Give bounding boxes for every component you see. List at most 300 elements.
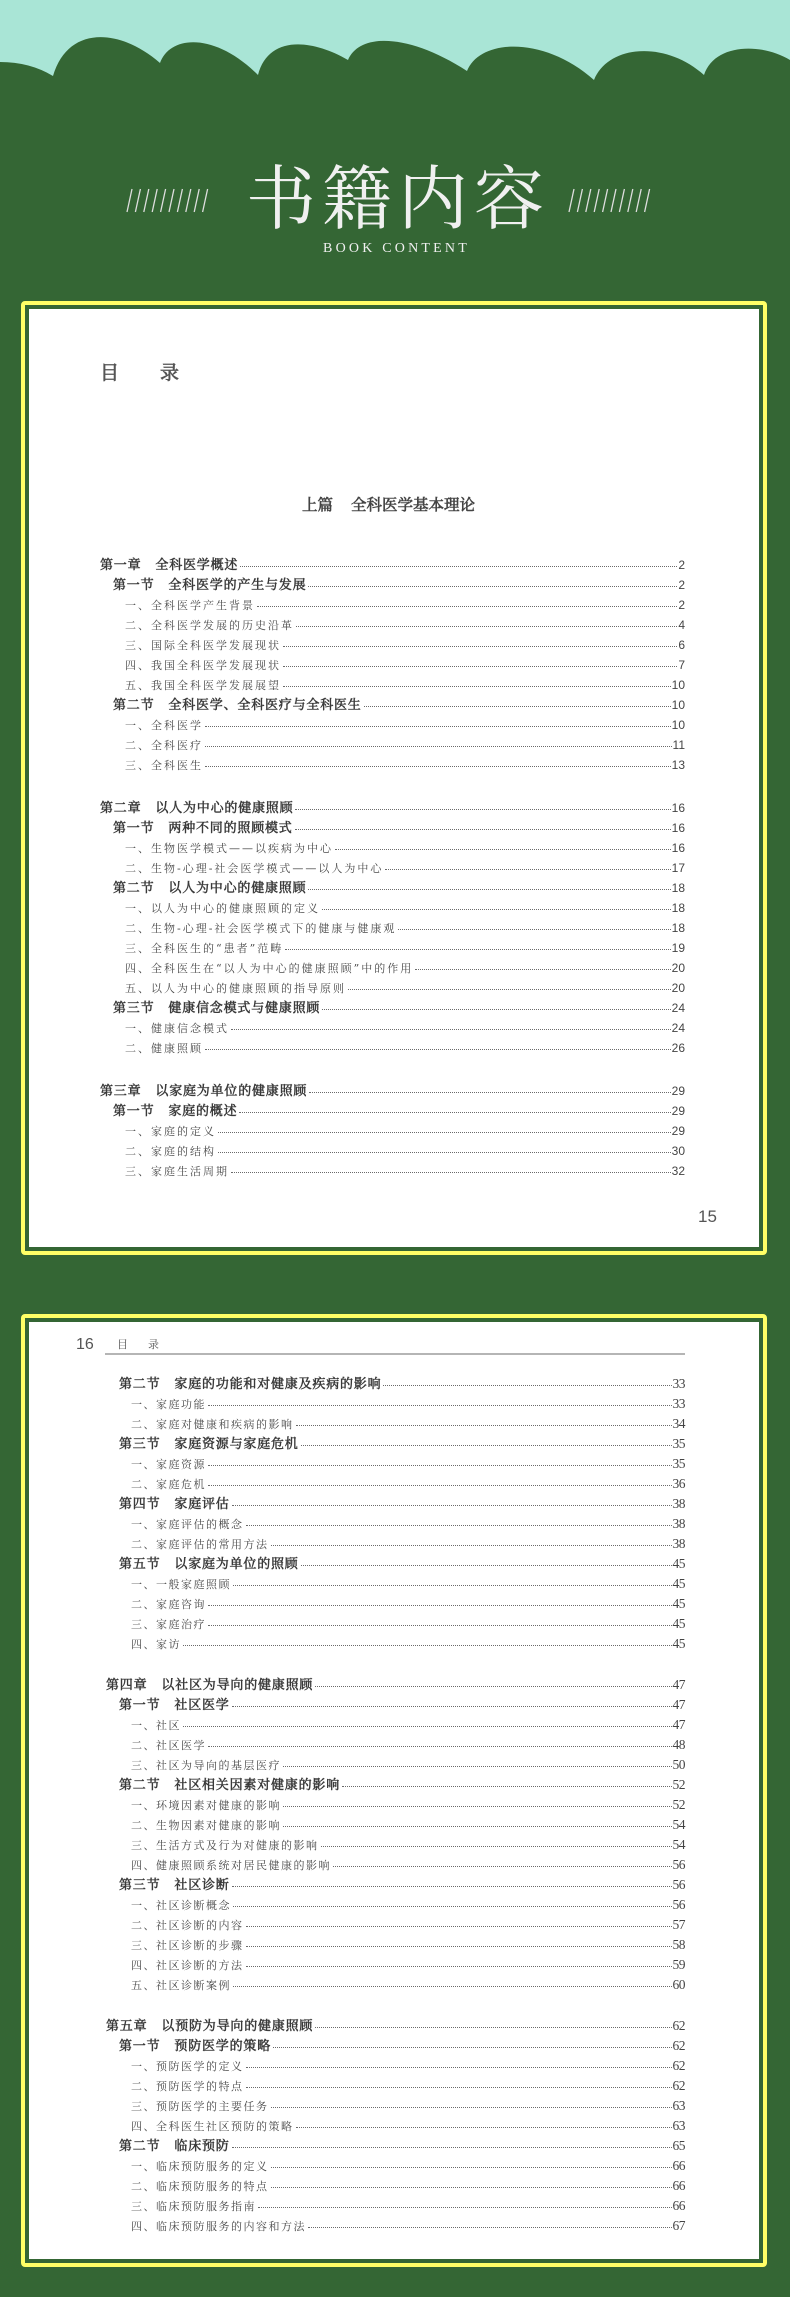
toc-entry-item: [106, 2196, 685, 2216]
entry-title: 全科医生社区预防的策略: [156, 2120, 294, 2133]
entry-title: 家庭对健康和疾病的影响: [156, 1418, 294, 1431]
entry-label: [125, 859, 383, 879]
entry-number: 四、: [125, 659, 151, 672]
entry-number: 三、: [125, 759, 151, 772]
dot-leader: [271, 1545, 672, 1546]
entry-label: [131, 2097, 269, 2117]
entry-label: [131, 1575, 231, 1595]
entry-page-number: 10: [671, 678, 685, 692]
entry-title: 家庭资源: [156, 1458, 206, 1471]
toc-entry-item: [100, 918, 685, 938]
entry-page-number: 52: [672, 1797, 685, 1812]
entry-number: 二、: [125, 619, 151, 632]
toc-entry-section: [106, 1695, 685, 1715]
entry-label: [131, 1916, 244, 1936]
entry-title: 社区为导向的基层医疗: [156, 1759, 281, 1772]
entry-label: [100, 1082, 307, 1102]
entry-title: 全科医学概述: [155, 558, 239, 573]
entry-number: 第二节: [119, 1377, 161, 1392]
toc-entry-item: [100, 675, 685, 695]
entry-title: 一般家庭照顾: [156, 1578, 231, 1591]
entry-title: 全科医生的“患者”范畴: [151, 942, 284, 955]
entry-page-number: 19: [671, 941, 685, 955]
entry-page-number: 29: [671, 1104, 685, 1118]
entry-page-number: 36: [672, 1476, 685, 1491]
entry-number: 一、: [125, 1022, 151, 1035]
dot-leader: [232, 2147, 672, 2148]
entry-title: 我国全科医学发展现状: [151, 659, 281, 672]
entry-label: [125, 716, 203, 736]
entry-page-number: 45: [672, 1556, 685, 1571]
entry-page-number: 63: [672, 2098, 685, 2113]
entry-page-number: 63: [672, 2118, 685, 2133]
toc-entry-section: [106, 1775, 685, 1795]
entry-number: 三、: [131, 1839, 156, 1852]
entry-number: 三、: [131, 1939, 156, 1952]
entry-title: 两种不同的照顾模式: [168, 821, 293, 836]
entry-page-number: 7: [678, 658, 685, 672]
entry-number: 第三节: [113, 1001, 155, 1016]
entry-label: [119, 1776, 340, 1796]
dot-leader: [283, 1826, 672, 1827]
dot-leader: [285, 949, 670, 950]
dot-leader: [246, 2067, 672, 2068]
entry-page-number: 57: [672, 1917, 685, 1932]
dot-leader: [315, 2027, 671, 2028]
entry-number: 第一节: [113, 1104, 155, 1119]
entry-number: 一、: [131, 1719, 156, 1732]
running-header-title-char-2: 录: [148, 1338, 159, 1351]
entry-title: 社区诊断的内容: [156, 1919, 244, 1932]
dot-leader: [364, 706, 671, 707]
entry-page-number: 20: [671, 961, 685, 975]
entry-title: 生物医学模式——以疾病为中心: [151, 842, 333, 855]
entry-number: 第一节: [113, 578, 155, 593]
toc-entry-item: [106, 1514, 685, 1534]
running-header-page-number: 16: [76, 1336, 94, 1353]
entry-number: 三、: [125, 1165, 151, 1178]
entry-number: 第三章: [100, 1084, 142, 1099]
entry-title: 社区相关因素对健康的影响: [174, 1778, 341, 1793]
toc-entry-item: [106, 1715, 685, 1735]
entry-number: 一、: [131, 2160, 156, 2173]
entry-page-number: 56: [672, 1857, 685, 1872]
entry-number: 第四节: [119, 1497, 161, 1512]
entry-label: [131, 2057, 244, 2077]
entry-title: 我国全科医学发展展望: [151, 679, 281, 692]
entry-number: 二、: [125, 1145, 151, 1158]
entry-page-number: 18: [671, 921, 685, 935]
entry-label: [131, 1515, 244, 1535]
entry-label: [125, 899, 320, 919]
toc-list-page-2: [106, 1374, 685, 2236]
entry-title: 以社区为导向的健康照顾: [161, 1678, 314, 1693]
entry-title: 家庭功能: [156, 1398, 206, 1411]
toc-entry-item: [106, 1975, 685, 1995]
entry-number: 二、: [125, 1042, 151, 1055]
dot-leader: [205, 726, 671, 727]
entry-title: 社区: [156, 1719, 181, 1732]
entry-page-number: 66: [672, 2158, 685, 2173]
toc-entry-item: [100, 595, 685, 615]
dot-leader: [321, 1846, 672, 1847]
toc-heading-char-2: 录: [160, 362, 180, 384]
entry-number: 三、: [131, 2100, 156, 2113]
entry-number: 第一章: [100, 558, 142, 573]
entry-number: 四、: [131, 1638, 156, 1651]
entry-title: 社区医学: [174, 1698, 230, 1713]
entry-page-number: 10: [671, 698, 685, 712]
entry-number: 四、: [125, 962, 151, 975]
entry-title: 家庭治疗: [156, 1618, 206, 1631]
entry-label: [125, 756, 203, 776]
toc-entry-section: [100, 818, 685, 838]
dot-leader: [183, 1726, 672, 1727]
entry-number: 四、: [131, 2220, 156, 2233]
part-prefix: 上篇: [302, 496, 334, 514]
entry-page-number: 6: [678, 638, 685, 652]
entry-label: [125, 979, 346, 999]
entry-page-number: 11: [672, 738, 685, 752]
entry-page-number: 18: [671, 901, 685, 915]
entry-number: 一、: [125, 842, 151, 855]
entry-title: 全科医疗: [151, 739, 203, 752]
entry-title: 全科医学发展的历史沿革: [151, 619, 294, 632]
entry-page-number: 38: [672, 1516, 685, 1531]
entry-number: 三、: [131, 1618, 156, 1631]
dot-leader: [257, 606, 677, 607]
entry-page-number: 2: [678, 558, 685, 572]
entry-label: [119, 1375, 381, 1395]
entry-title: 生物因素对健康的影响: [156, 1819, 281, 1832]
entry-label: [113, 999, 320, 1019]
entry-page-number: 34: [672, 1416, 685, 1431]
toc-entry-item: [106, 2116, 685, 2136]
entry-label: [131, 1615, 206, 1635]
toc-entry-item: [106, 1855, 685, 1875]
toc-list-page-1: [100, 555, 685, 1181]
entry-label: [125, 596, 255, 616]
entry-number: 第二节: [113, 698, 155, 713]
dot-leader: [231, 1172, 671, 1173]
entry-number: 三、: [125, 942, 151, 955]
entry-number: 二、: [131, 1739, 156, 1752]
entry-label: [113, 819, 293, 839]
toc-entry-chapter: [106, 1675, 685, 1695]
entry-title: 家庭评估的常用方法: [156, 1538, 269, 1551]
toc-entry-item: [100, 615, 685, 635]
entry-title: 全科医生在“以人为中心的健康照顾”中的作用: [151, 962, 414, 975]
entry-label: [131, 2177, 269, 2197]
running-header-rule: [105, 1353, 685, 1355]
entry-title: 预防医学的策略: [174, 2039, 272, 2054]
dot-leader: [322, 1009, 670, 1010]
entry-page-number: 16: [671, 821, 685, 835]
entry-label: [125, 676, 281, 696]
toc-entry-item: [100, 635, 685, 655]
toc-group: [100, 798, 685, 1058]
entry-number: 三、: [131, 1759, 156, 1772]
toc-entry-item: [106, 1594, 685, 1614]
dot-leader: [296, 626, 677, 627]
entry-label: [131, 2117, 294, 2137]
running-header-title-char-1: 目: [117, 1338, 128, 1351]
entry-number: 第二节: [113, 881, 155, 896]
entry-title: 环境因素对健康的影响: [156, 1799, 281, 1812]
dot-leader: [333, 1866, 672, 1867]
dot-leader: [246, 1525, 672, 1526]
entry-title: 以人为中心的健康照顾: [168, 881, 307, 896]
entry-page-number: 35: [672, 1456, 685, 1471]
entry-number: 一、: [125, 902, 151, 915]
entry-label: [113, 1102, 237, 1122]
entry-title: 健康信念模式: [151, 1022, 229, 1035]
entry-page-number: 62: [672, 2018, 685, 2033]
entry-page-number: 47: [672, 1697, 685, 1712]
entry-title: 家庭的功能和对健康及疾病的影响: [174, 1377, 382, 1392]
entry-label: [125, 959, 413, 979]
entry-label: [131, 2157, 269, 2177]
entry-label: [119, 2037, 271, 2057]
toc-entry-item: [106, 1534, 685, 1554]
toc-entry-item: [100, 1141, 685, 1161]
toc-entry-item: [106, 2076, 685, 2096]
entry-page-number: 10: [671, 718, 685, 732]
entry-label: [131, 1936, 244, 1956]
entry-title: 健康照顾系统对居民健康的影响: [156, 1859, 331, 1872]
entry-title: 社区诊断: [174, 1878, 230, 1893]
entry-label: [131, 1415, 294, 1435]
entry-label: [131, 1395, 206, 1415]
entry-number: 二、: [131, 2080, 156, 2093]
entry-number: 二、: [131, 1598, 156, 1611]
dot-leader: [308, 889, 670, 890]
entry-title: 社区诊断的步骤: [156, 1939, 244, 1952]
entry-page-number: 67: [672, 2218, 685, 2233]
dot-leader: [205, 746, 672, 747]
entry-label: [113, 576, 306, 596]
entry-label: [119, 1435, 299, 1455]
toc-entry-section: [100, 878, 685, 898]
entry-page-number: 54: [672, 1837, 685, 1852]
entry-page-number: 24: [671, 1001, 685, 1015]
entry-label: [125, 1162, 229, 1182]
entry-number: 二、: [125, 922, 151, 935]
entry-title: 临床预防服务的定义: [156, 2160, 269, 2173]
toc-entry-item: [106, 1815, 685, 1835]
entry-number: 二、: [131, 1919, 156, 1932]
entry-label: [125, 919, 396, 939]
entry-label: [106, 2017, 313, 2037]
entry-page-number: 45: [672, 1576, 685, 1591]
entry-title: 临床预防: [174, 2139, 230, 2154]
dot-leader: [342, 1786, 671, 1787]
entry-page-number: 20: [671, 981, 685, 995]
entry-title: 以家庭为单位的照顾: [174, 1557, 299, 1572]
entry-label: [125, 736, 203, 756]
entry-title: 健康信念模式与健康照顾: [168, 1001, 321, 1016]
dot-leader: [322, 909, 671, 910]
entry-page-number: 62: [672, 2078, 685, 2093]
entry-label: [125, 1122, 216, 1142]
toc-entry-item: [100, 1161, 685, 1181]
dot-leader: [246, 1966, 672, 1967]
entry-label: [131, 1475, 206, 1495]
entry-label: [125, 636, 281, 656]
dot-leader: [246, 1926, 672, 1927]
entry-title: 生活方式及行为对健康的影响: [156, 1839, 319, 1852]
dot-leader: [308, 586, 677, 587]
entry-title: 临床预防服务的特点: [156, 2180, 269, 2193]
dot-leader: [232, 1886, 672, 1887]
entry-number: 第五节: [119, 1557, 161, 1572]
dot-leader: [208, 1746, 672, 1747]
entry-label: [131, 1896, 231, 1916]
dot-leader: [271, 2187, 672, 2188]
toc-entry-item: [106, 2056, 685, 2076]
toc-entry-item: [106, 1795, 685, 1815]
entry-label: [113, 696, 362, 716]
entry-page-number: 50: [672, 1757, 685, 1772]
entry-page-number: 17: [671, 861, 685, 875]
dot-leader: [208, 1625, 672, 1626]
entry-title: 以人为中心的健康照顾的定义: [151, 902, 320, 915]
dot-leader: [208, 1485, 672, 1486]
toc-entry-item: [100, 838, 685, 858]
page-number: 15: [698, 1207, 717, 1226]
toc-entry-item: [100, 1121, 685, 1141]
page-subtitle: BOOK CONTENT: [323, 241, 470, 256]
entry-label: [106, 1676, 313, 1696]
entry-page-number: 16: [671, 801, 685, 815]
dot-leader: [208, 1405, 672, 1406]
entry-number: 三、: [125, 639, 151, 652]
entry-title: 健康照顾: [151, 1042, 203, 1055]
entry-title: 以人为中心的健康照顾: [155, 801, 294, 816]
toc-entry-section: [106, 2036, 685, 2056]
entry-number: 一、: [131, 1799, 156, 1812]
entry-label: [125, 1039, 203, 1059]
entry-title: 全科医学、全科医疗与全科医生: [168, 698, 362, 713]
toc-entry-item: [100, 755, 685, 775]
dot-leader: [385, 869, 670, 870]
entry-number: 五、: [125, 679, 151, 692]
entry-label: [131, 2077, 244, 2097]
dot-leader: [233, 1986, 672, 1987]
toc-entry-item: [106, 2096, 685, 2116]
entry-title: 家庭的概述: [168, 1104, 238, 1119]
toc-entry-item: [106, 1394, 685, 1414]
dot-leader: [283, 686, 671, 687]
entry-number: 第四章: [106, 1678, 148, 1693]
entry-label: [131, 1816, 281, 1836]
entry-title: 家庭生活周期: [151, 1165, 229, 1178]
entry-number: 五、: [125, 982, 151, 995]
entry-page-number: 33: [672, 1376, 685, 1391]
toc-entry-section: [100, 998, 685, 1018]
entry-page-number: 48: [672, 1737, 685, 1752]
entry-title: 生物-心理-社会医学模式——以人为中心: [151, 862, 384, 875]
entry-number: 第三节: [119, 1878, 161, 1893]
entry-title: 全科医学: [151, 719, 203, 732]
entry-number: 一、: [125, 1125, 151, 1138]
entry-title: 预防医学的定义: [156, 2060, 244, 2073]
dot-leader: [283, 1766, 672, 1767]
dot-leader: [309, 1092, 670, 1093]
entry-page-number: 32: [671, 1164, 685, 1178]
entry-label: [131, 1736, 206, 1756]
entry-number: 第一节: [119, 1698, 161, 1713]
toc-entry-chapter: [100, 555, 685, 575]
entry-label: [131, 1976, 231, 1996]
dot-leader: [232, 1505, 672, 1506]
dot-leader: [301, 1565, 672, 1566]
entry-page-number: 26: [671, 1041, 685, 1055]
toc-entry-item: [100, 1038, 685, 1058]
entry-page-number: 62: [672, 2058, 685, 2073]
entry-number: 一、: [131, 1518, 156, 1531]
toc-entry-section: [100, 575, 685, 595]
page-title: 书籍内容: [246, 158, 550, 240]
entry-page-number: 38: [672, 1536, 685, 1551]
toc-entry-section: [106, 1875, 685, 1895]
dot-leader: [283, 646, 677, 647]
dot-leader: [233, 1585, 672, 1586]
entry-number: 第二章: [100, 801, 142, 816]
entry-label: [125, 839, 333, 859]
dot-leader: [232, 1706, 672, 1707]
entry-number: 一、: [131, 1458, 156, 1471]
toc-entry-section: [106, 1434, 685, 1454]
entry-label: [131, 1535, 269, 1555]
dot-leader: [398, 929, 670, 930]
dot-leader: [301, 1445, 672, 1446]
toc-entry-item: [106, 1735, 685, 1755]
entry-page-number: 52: [672, 1777, 685, 1792]
entry-page-number: 62: [672, 2038, 685, 2053]
dot-leader: [246, 2087, 672, 2088]
entry-number: 二、: [131, 1538, 156, 1551]
entry-label: [125, 939, 283, 959]
dot-leader: [273, 2047, 671, 2048]
entry-page-number: 58: [672, 1937, 685, 1952]
entry-title: 以预防为导向的健康照顾: [161, 2019, 314, 2034]
entry-number: 二、: [131, 2180, 156, 2193]
entry-title: 预防医学的主要任务: [156, 2100, 269, 2113]
toc-entry-section: [100, 695, 685, 715]
part-name: 全科医学基本理论: [351, 496, 476, 514]
entry-page-number: 54: [672, 1817, 685, 1832]
entry-title: 全科医学的产生与发展: [168, 578, 307, 593]
entry-number: 第五章: [106, 2019, 148, 2034]
dot-leader: [296, 1425, 672, 1426]
dot-leader: [296, 2127, 672, 2128]
entry-number: 四、: [131, 1959, 156, 1972]
entry-number: 三、: [131, 2200, 156, 2213]
toc-entry-item: [106, 1755, 685, 1775]
entry-title: 以人为中心的健康照顾的指导原则: [151, 982, 346, 995]
entry-page-number: 4: [678, 618, 685, 632]
toc-entry-item: [100, 1018, 685, 1038]
dot-leader: [315, 1686, 671, 1687]
entry-page-number: 45: [672, 1596, 685, 1611]
entry-page-number: 66: [672, 2178, 685, 2193]
entry-label: [131, 1635, 181, 1655]
entry-page-number: 66: [672, 2198, 685, 2213]
toc-group: [106, 1675, 685, 1995]
entry-title: 以家庭为单位的健康照顾: [155, 1084, 308, 1099]
toc-entry-item: [106, 1955, 685, 1975]
